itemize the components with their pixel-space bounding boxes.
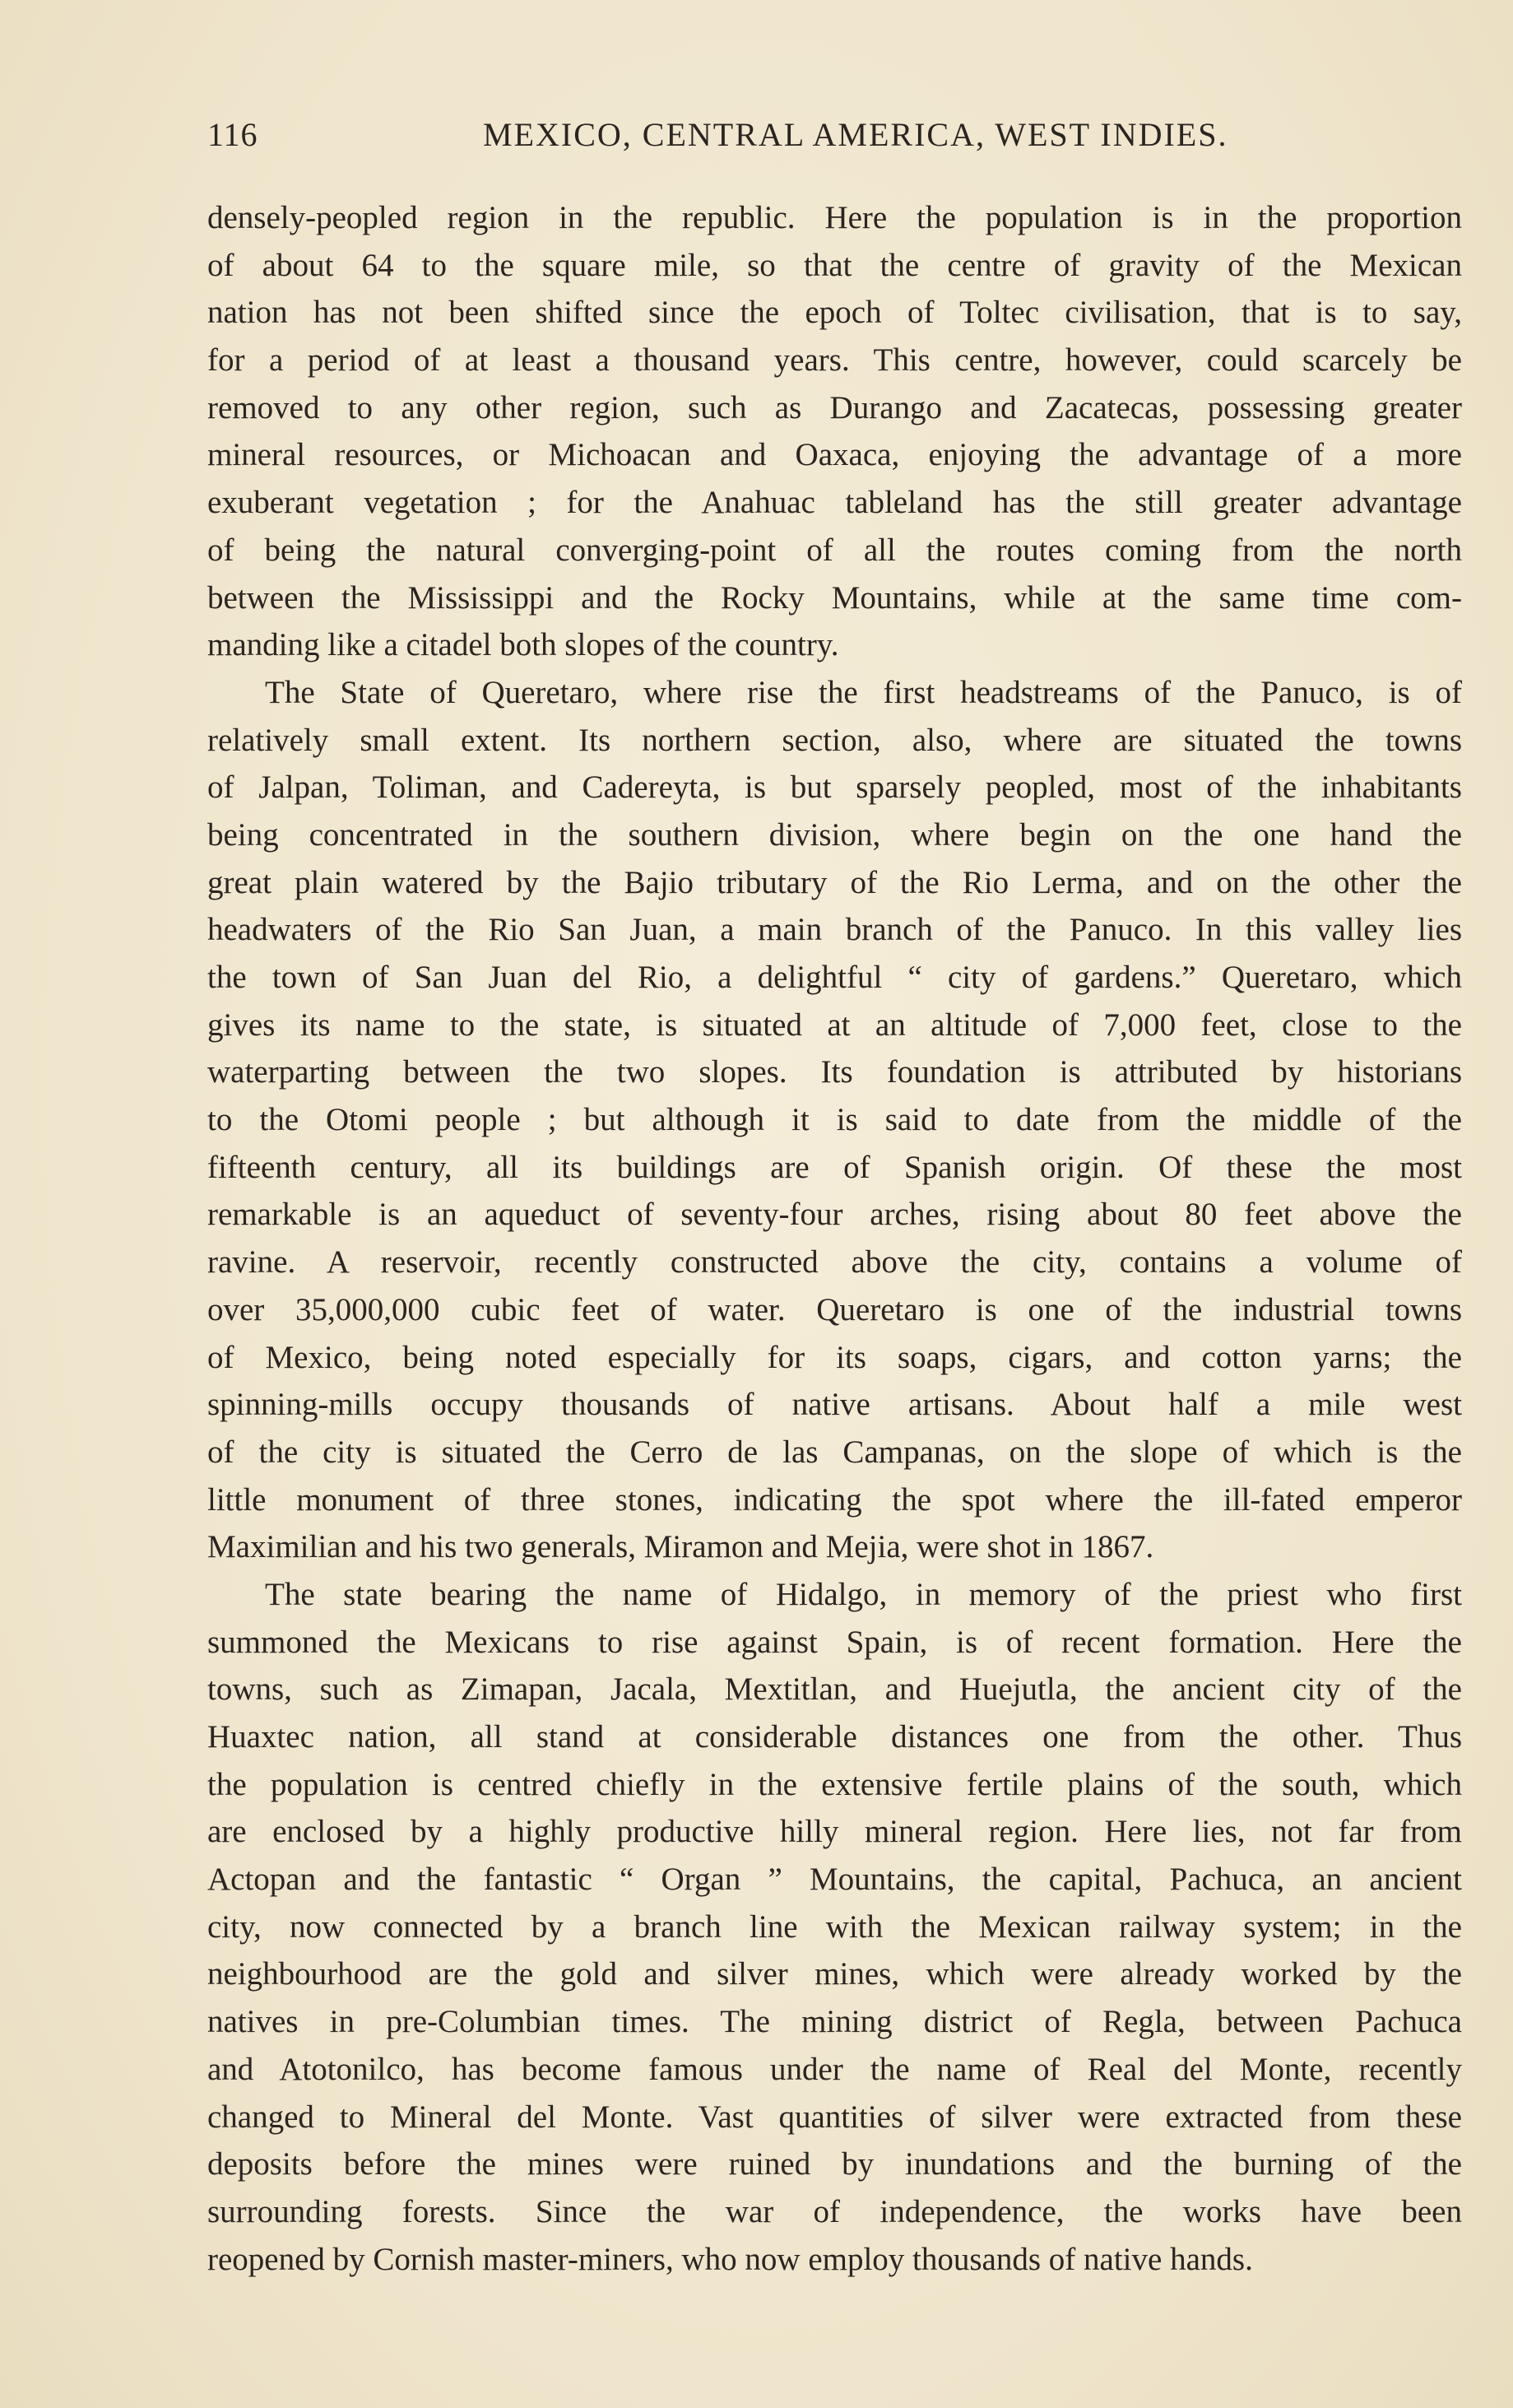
text-line: being concentrated in the southern division, where begin on the one hand the (207, 816, 1462, 853)
text-line: Maximilian and his two generals, Miramon and Mejia, were shot in 1867. (207, 1529, 1154, 1565)
text-line: city, now connected by a branch line with the Mexican railway system; in the (207, 1908, 1462, 1945)
text-line: little monument of three stones, indicating the spot where the ill-fated emperor (207, 1481, 1462, 1518)
text-line: deposits before the mines were ruined by inundations and the burning of the (207, 2146, 1462, 2183)
text-line: ravine. A reservoir, recently constructed above the city, contains a volume of (207, 1244, 1462, 1281)
running-head (207, 115, 1466, 165)
text-line: gives its name to the state, is situated at an altitude of 7,000 feet, close to the (207, 1006, 1462, 1043)
text-line: of the city is situated the Cerro de las Campanas, on the slope of which is the (207, 1434, 1462, 1470)
paragraph (207, 1571, 1462, 2283)
text-line: to the Otomi people ; but although it is said to date from the middle of the (207, 1102, 1462, 1138)
page-number: 116 (207, 116, 258, 153)
text-line: the population is centred chiefly in the extensive fertile plains of the south, which (207, 1766, 1462, 1802)
text-line: headwaters of the Rio San Juan, a main branch of the Panuco. In this valley lies (207, 912, 1462, 948)
text-line: the town of San Juan del Rio, a delightful “ city of gardens.” Queretaro, which (207, 960, 1462, 995)
text-line: summoned the Mexicans to rise against Spain, is of recent formation. Here the (207, 1624, 1462, 1660)
body-text (207, 194, 1462, 2283)
text-line: between the Mississippi and the Rocky Mountains, while at the same time com- (207, 579, 1462, 616)
text-line: of being the natural converging-point of all the routes coming from the north (207, 532, 1462, 568)
text-line: great plain watered by the Bajio tributary of the Rio Lerma, and on the other the (207, 864, 1462, 900)
text-line: over 35,000,000 cubic feet of water. Queretaro is one of the industrial towns (207, 1291, 1462, 1327)
text-line: and Atotonilco, has become famous under the name of Real del Monte, recently (207, 2051, 1462, 2087)
text-line: removed to any other region, such as Durango and Zacatecas, possessing greater (207, 389, 1462, 425)
text-line: towns, such as Zimapan, Jacala, Mextitlan, and Huejutla, the ancient city of the (207, 1671, 1462, 1708)
text-line: Actopan and the fantastic “ Organ ” Mountains, the capital, Pachuca, an ancient (207, 1862, 1462, 1898)
text-line: of Mexico, being noted especially for its soaps, cigars, and cotton yarns; the (207, 1339, 1462, 1375)
text-line: The state bearing the name of Hidalgo, in memory of the priest who first (265, 1576, 1462, 1612)
text-line: Huaxtec nation, all stand at considerable distances one from the other. Thus (207, 1719, 1462, 1755)
running-title: MEXICO, CENTRAL AMERICA, WEST INDIES. (483, 116, 1228, 153)
text-line: surrounding forests. Since the war of independence, the works have been (207, 2193, 1462, 2229)
text-line: natives in pre-Columbian times. The mining district of Regla, between Pachuca (207, 2004, 1462, 2040)
text-line: The State of Queretaro, where rise the first headstreams of the Panuco, is of (265, 674, 1462, 710)
paragraph (207, 194, 1462, 669)
text-line: of Jalpan, Toliman, and Cadereyta, is but sparsely peopled, most of the inhabitants (207, 769, 1462, 806)
text-line: fifteenth century, all its buildings are of Spanish origin. Of these the most (207, 1149, 1462, 1185)
text-line: changed to Mineral del Monte. Vast quantities of silver were extracted from these (207, 2099, 1462, 2135)
text-line: densely-peopled region in the republic. Here the population is in the proportion (207, 200, 1462, 235)
text-line: of about 64 to the square mile, so that the centre of gravity of the Mexican (207, 247, 1462, 283)
text-line: are enclosed by a highly productive hilly mineral region. Here lies, not far from (207, 1814, 1462, 1850)
text-line: nation has not been shifted since the epoch of Toltec civilisation, that is to say, (207, 295, 1462, 331)
text-line: for a period of at least a thousand years. This centre, however, could scarcely be (207, 342, 1462, 379)
text-line: manding like a citadel both slopes of the country. (207, 627, 839, 663)
text-line: mineral resources, or Michoacan and Oaxaca, enjoying the advantage of a more (207, 437, 1462, 473)
paragraph (207, 669, 1462, 1571)
text-line: relatively small extent. Its northern section, also, where are situated the towns (207, 722, 1462, 758)
text-line: waterparting between the two slopes. Its foundation is attributed by historians (207, 1054, 1462, 1090)
text-line: neighbourhood are the gold and silver mines, which were already worked by the (207, 1956, 1462, 1992)
text-line: reopened by Cornish master-miners, who now employ thousands of native hands. (207, 2241, 1253, 2277)
text-line: spinning-mills occupy thousands of native artisans. About half a mile west (207, 1387, 1462, 1423)
text-line: remarkable is an aqueduct of seventy-four arches, rising about 80 feet above the (207, 1197, 1462, 1233)
text-line: exuberant vegetation ; for the Anahuac tableland has the still greater advantage (207, 485, 1462, 521)
